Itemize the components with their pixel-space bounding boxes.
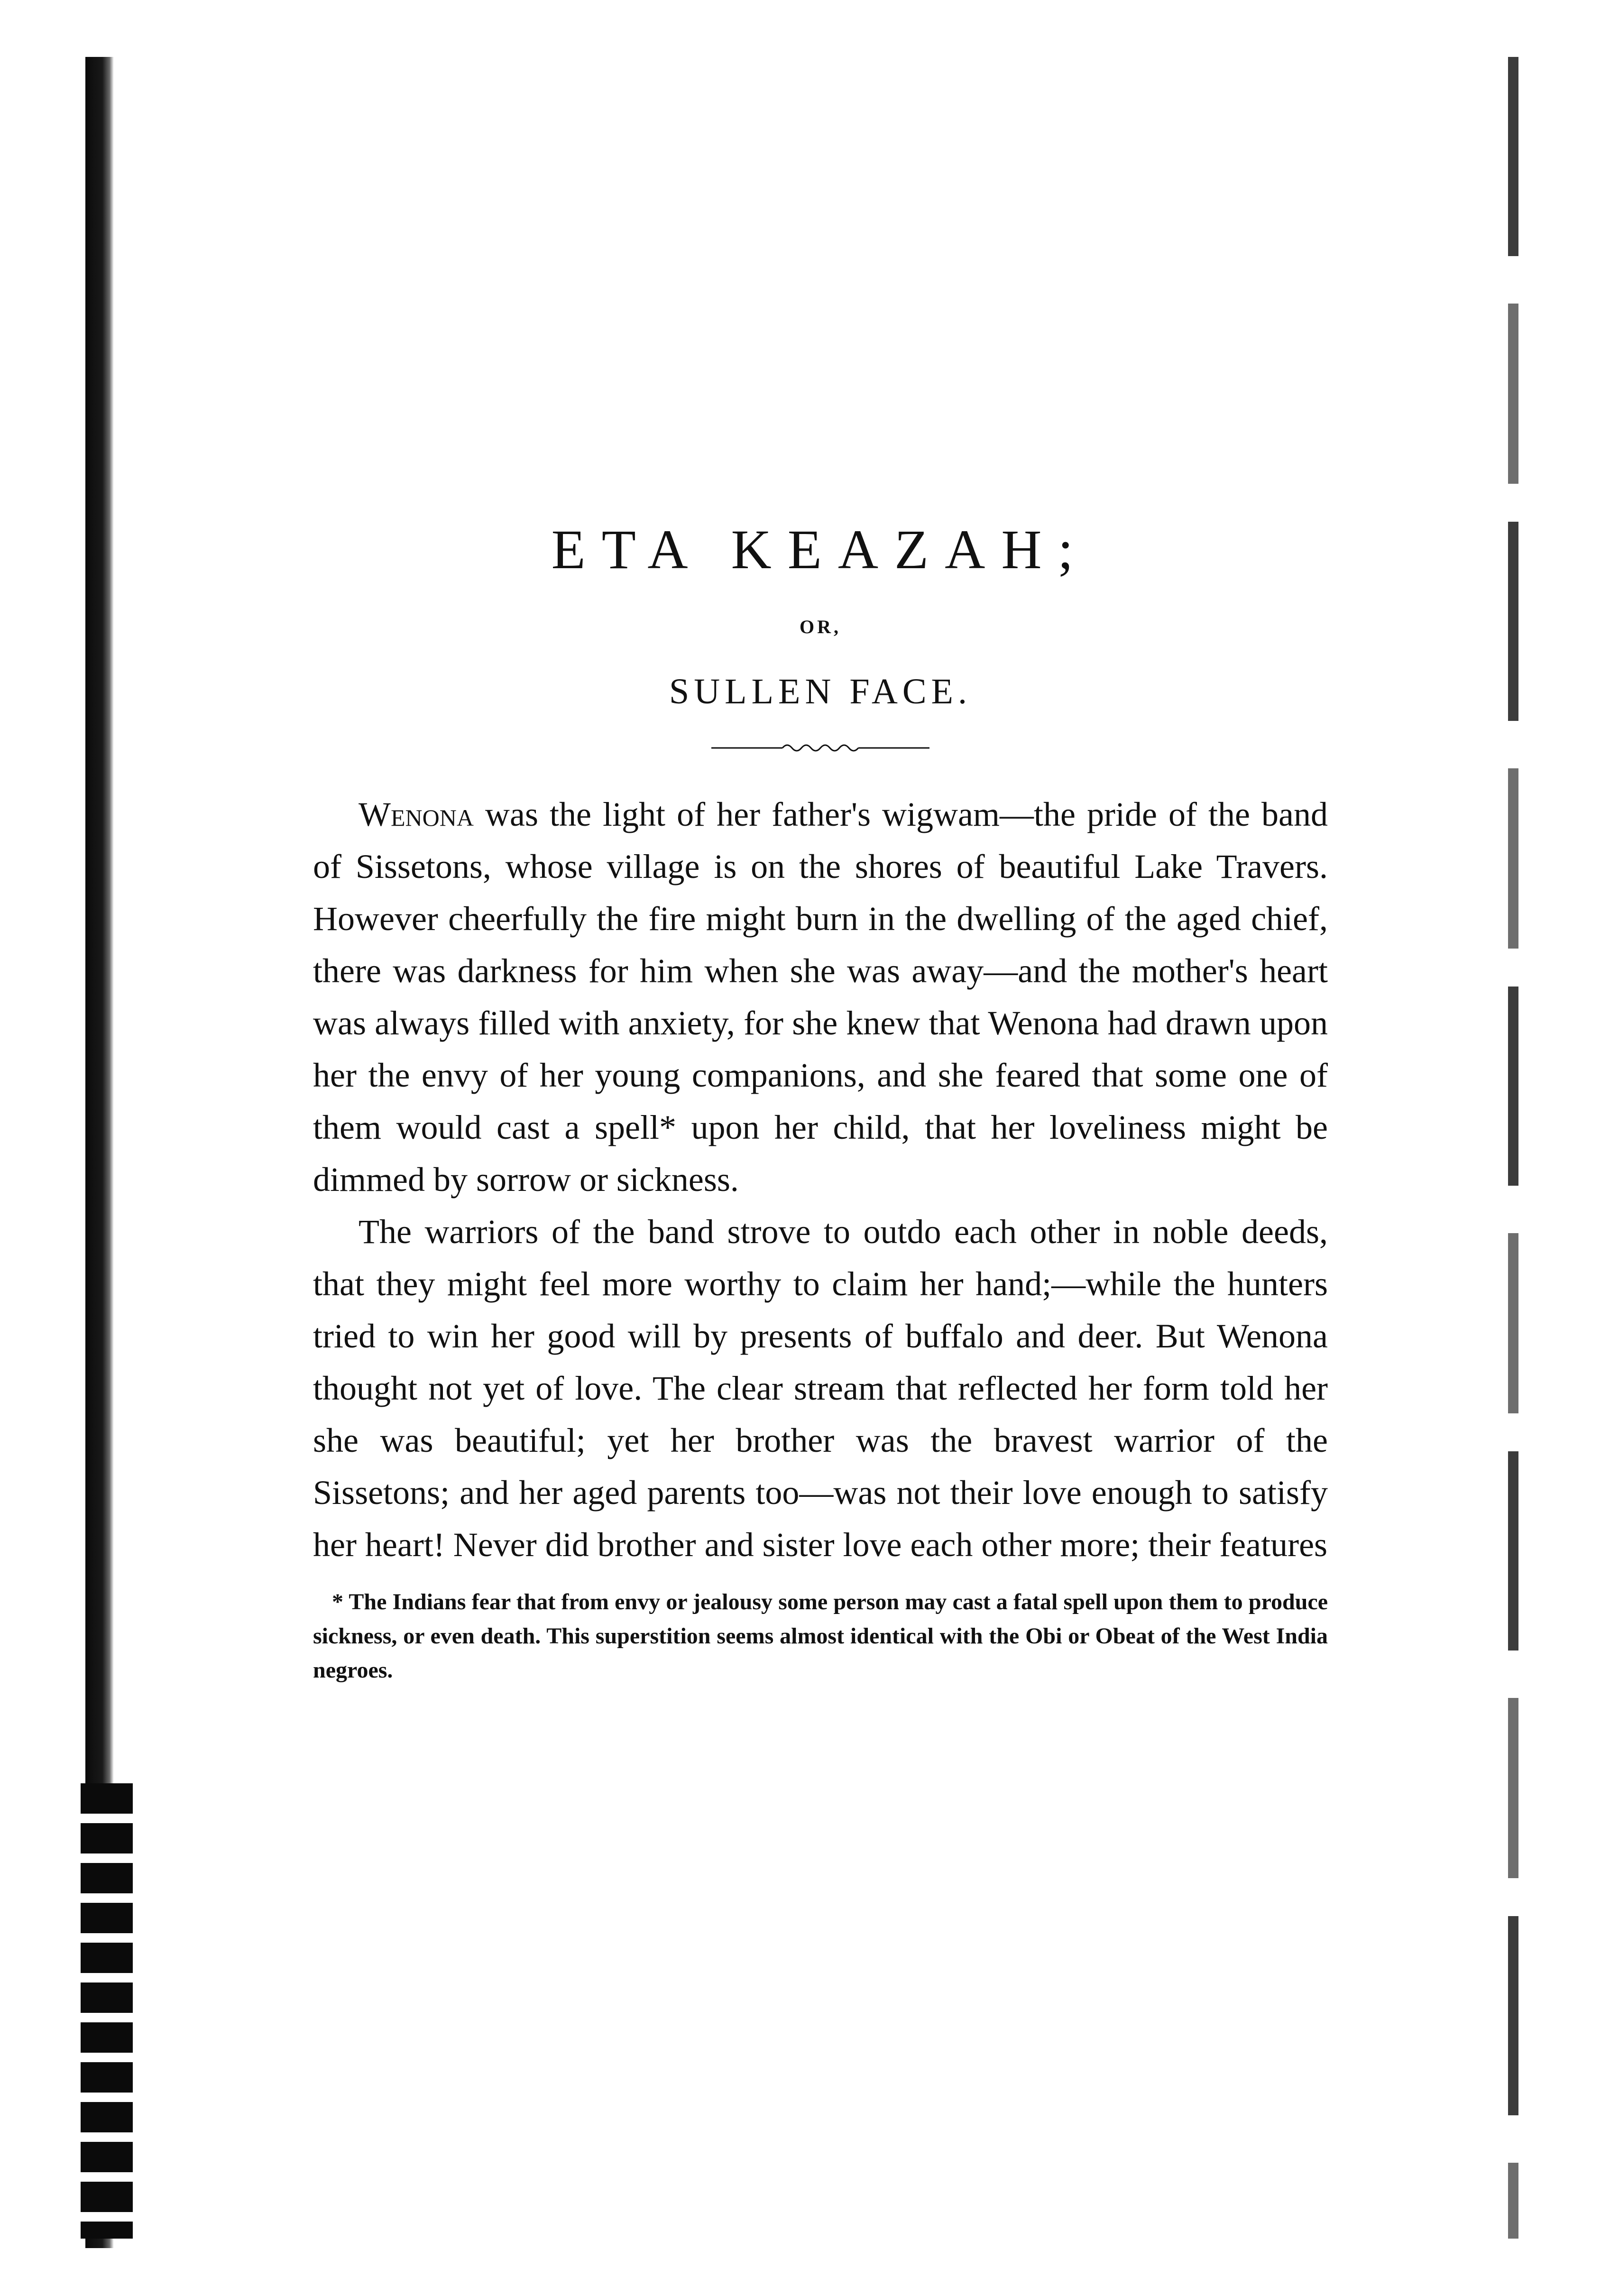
chapter-subtitle: SULLEN FACE. — [669, 672, 972, 711]
paragraph-1 — [313, 788, 1328, 1206]
scan-page-edge-right — [1508, 57, 1518, 2239]
title-connector: OR, — [800, 616, 841, 637]
scan-binding-bars — [81, 1783, 133, 2239]
footnote: * The Indians fear that from envy or jealousy some person may cast a fatal spell upon them to produce sickness, or even death. This superstition seems almost identical with the Obi or Obeat of the West India negroes. — [313, 1589, 1328, 1683]
document-page — [313, 474, 1328, 1687]
paragraph-text: was the light of her father's wigwam—the pride of the band of Sissetons, whose village is on the shores of beautiful Lake Travers. However cheerfully the fire might burn in the dwelling of the aged chief, there was darkness for him when she was away—and the mother's heart was always filled with anxiety, for she knew that Wenona had drawn upon her the envy of her young companions, and she feared that some one of them would cast a spell* upon her child, that her loveliness might be dimmed by sorrow or sickness. — [313, 795, 1328, 1199]
paragraph-lead-word: Wenona — [359, 795, 474, 833]
ornamental-rule — [711, 741, 929, 755]
paragraph-2: The warriors of the band strove to outdo each other in noble deeds, that they might feel more worthy to claim her hand;—while the hunters tried to win her good will by presents of buffalo and deer. But Wenona thought not yet of love. The clear stream that reflected her form told her she was beautiful; yet her brother was the bravest warrior of the Sissetons; and her aged parents too—was not their love enough to satisfy her heart! Never did brother and sister love each other more; their features — [313, 1213, 1328, 1564]
body-text — [313, 788, 1328, 1571]
chapter-title: ETA KEAZAH; — [551, 518, 1090, 581]
